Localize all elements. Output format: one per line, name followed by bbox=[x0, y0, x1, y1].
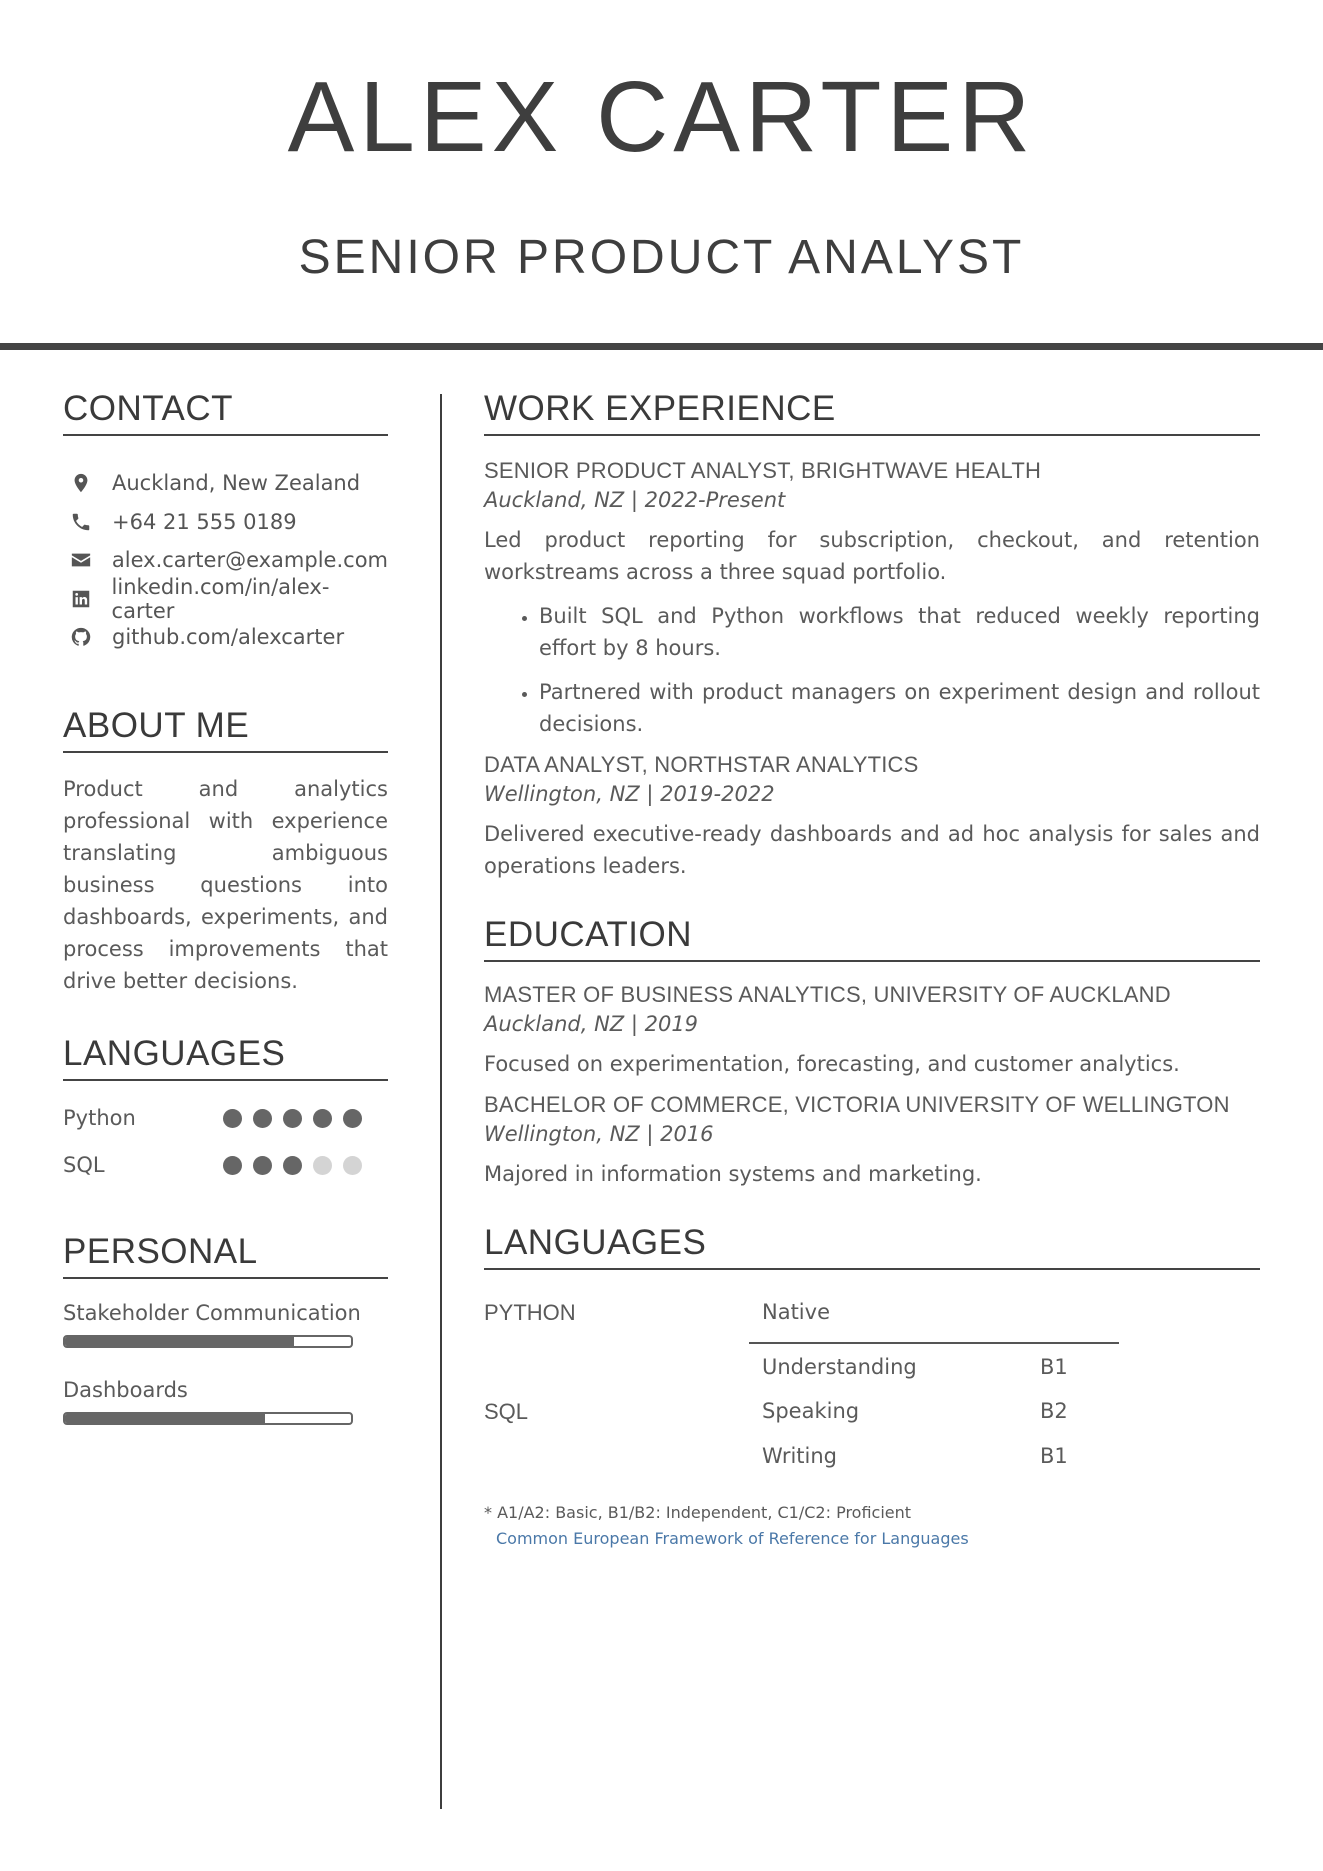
language-table-divider bbox=[749, 1342, 1119, 1344]
skill-progress-bar bbox=[63, 1412, 353, 1425]
degree-summary: Focused on experimentation, forecasting, and customer analytics. bbox=[484, 1052, 1180, 1076]
cefr-footnote bbox=[484, 1500, 1260, 1552]
job-entry bbox=[484, 752, 1260, 882]
rating-dot-filled bbox=[313, 1109, 332, 1128]
language-skill-list bbox=[63, 1095, 388, 1189]
language-skill-level: B1 bbox=[1040, 1355, 1068, 1379]
rating-dot-filled bbox=[283, 1156, 302, 1175]
contact-heading: CONTACT bbox=[63, 388, 388, 436]
language-skill-name: Python bbox=[63, 1106, 136, 1130]
degree-title: BACHELOR OF COMMERCE, VICTORIA UNIVERSITY OF WELLINGTON bbox=[484, 1092, 1230, 1117]
main-languages-heading: LANGUAGES bbox=[484, 1222, 1260, 1270]
rating-dot-filled bbox=[253, 1156, 272, 1175]
rating-dot-filled bbox=[253, 1109, 272, 1128]
language-skill-level: B2 bbox=[1040, 1399, 1068, 1423]
location-pin-icon bbox=[66, 468, 96, 498]
job-entry bbox=[484, 458, 1260, 740]
contact-text: linkedin.com/in/alex-carter bbox=[111, 574, 330, 623]
education-entry bbox=[484, 1092, 1260, 1190]
phone-icon bbox=[66, 507, 96, 537]
main-content bbox=[484, 388, 1260, 1552]
contact-text: alex.carter@example.com bbox=[111, 548, 388, 573]
contact-email[interactable] bbox=[63, 541, 388, 580]
contact-linkedin[interactable] bbox=[63, 574, 388, 623]
linkedin-icon bbox=[66, 584, 96, 614]
job-summary: Led product reporting for subscription, checkout, and retention workstreams across a three squad portfolio. bbox=[484, 528, 1260, 584]
contact-location bbox=[63, 464, 388, 503]
job-meta: Auckland, NZ | 2022-Present bbox=[484, 488, 786, 512]
about-heading: ABOUT ME bbox=[63, 705, 388, 753]
rating-dot-filled bbox=[283, 1109, 302, 1128]
job-bullet: • Built SQL and Python workflows that reduced weekly reporting effort by 8 hours. bbox=[539, 600, 1260, 664]
contact-list bbox=[63, 464, 388, 657]
language-label-sql: SQL bbox=[484, 1399, 529, 1424]
sidebar-languages-heading: LANGUAGES bbox=[63, 1033, 388, 1081]
skill-progress-fill bbox=[65, 1414, 265, 1423]
rating-dot-empty bbox=[343, 1156, 362, 1175]
skill-rating bbox=[223, 1156, 362, 1175]
personal-skill-name: Stakeholder Communication bbox=[63, 1300, 361, 1325]
job-summary: Delivered executive-ready dashboards and ad hoc analysis for sales and operations leaders. bbox=[484, 822, 1260, 878]
github-icon bbox=[66, 622, 96, 652]
education-entry bbox=[484, 982, 1260, 1080]
job-title: DATA ANALYST, NORTHSTAR ANALYTICS bbox=[484, 752, 919, 777]
cefr-link[interactable]: Common European Framework of Reference for Languages bbox=[496, 1529, 969, 1548]
language-skill-level: B1 bbox=[1040, 1444, 1068, 1468]
language-skill-label: Writing bbox=[762, 1444, 837, 1468]
language-label-python: PYTHON bbox=[484, 1300, 576, 1325]
skill-progress-bar bbox=[63, 1335, 353, 1348]
candidate-role: SENIOR PRODUCT ANALYST bbox=[298, 231, 1025, 284]
job-meta: Wellington, NZ | 2019-2022 bbox=[484, 782, 775, 806]
rating-dot-filled bbox=[223, 1156, 242, 1175]
cefr-footnote-text: * A1/A2: Basic, B1/B2: Independent, C1/C2: Proficient bbox=[484, 1503, 912, 1522]
language-table bbox=[484, 1300, 1260, 1490]
contact-phone[interactable] bbox=[63, 503, 388, 542]
degree-title: MASTER OF BUSINESS ANALYTICS, UNIVERSITY OF AUCKLAND bbox=[484, 982, 1171, 1007]
language-skill-row bbox=[63, 1142, 388, 1189]
header-divider bbox=[0, 343, 1323, 350]
envelope-icon bbox=[66, 545, 96, 575]
education-heading: EDUCATION bbox=[484, 914, 1260, 962]
contact-text: Auckland, New Zealand bbox=[112, 471, 361, 496]
rating-dot-filled bbox=[223, 1109, 242, 1128]
language-skill-label: Speaking bbox=[762, 1399, 860, 1423]
personal-heading: PERSONAL bbox=[63, 1231, 388, 1279]
personal-skill-name: Dashboards bbox=[63, 1377, 188, 1402]
rating-dot-filled bbox=[343, 1109, 362, 1128]
skill-progress-fill bbox=[65, 1337, 294, 1346]
work-heading: WORK EXPERIENCE bbox=[484, 388, 1260, 436]
candidate-name: ALEX CARTER bbox=[287, 61, 1036, 173]
contact-text: github.com/alexcarter bbox=[112, 625, 345, 650]
degree-summary: Majored in information systems and marketing. bbox=[484, 1162, 982, 1186]
skill-rating bbox=[223, 1109, 362, 1128]
degree-meta: Auckland, NZ | 2019 bbox=[484, 1012, 699, 1036]
language-skill-row bbox=[63, 1095, 388, 1142]
job-bullet: • Partnered with product managers on experiment design and rollout decisions. bbox=[539, 676, 1260, 740]
job-title: SENIOR PRODUCT ANALYST, BRIGHTWAVE HEALTH bbox=[484, 458, 1042, 483]
contact-text: +64 21 555 0189 bbox=[112, 509, 297, 534]
about-text: Product and analytics professional with experience translating ambiguous business questions into dashboards, experiments, and process improvements that drive better decisions. bbox=[63, 776, 388, 993]
language-skill-name: SQL bbox=[63, 1153, 105, 1177]
language-level-python: Native bbox=[762, 1300, 830, 1324]
job-bullets bbox=[484, 600, 1260, 740]
contact-github[interactable] bbox=[63, 618, 388, 657]
language-skill-label: Understanding bbox=[762, 1355, 917, 1379]
degree-meta: Wellington, NZ | 2016 bbox=[484, 1122, 714, 1146]
sidebar bbox=[63, 388, 388, 1425]
column-divider bbox=[440, 394, 442, 1809]
resume-header bbox=[0, 0, 1323, 340]
personal-skill-list bbox=[63, 1301, 388, 1425]
rating-dot-empty bbox=[313, 1156, 332, 1175]
